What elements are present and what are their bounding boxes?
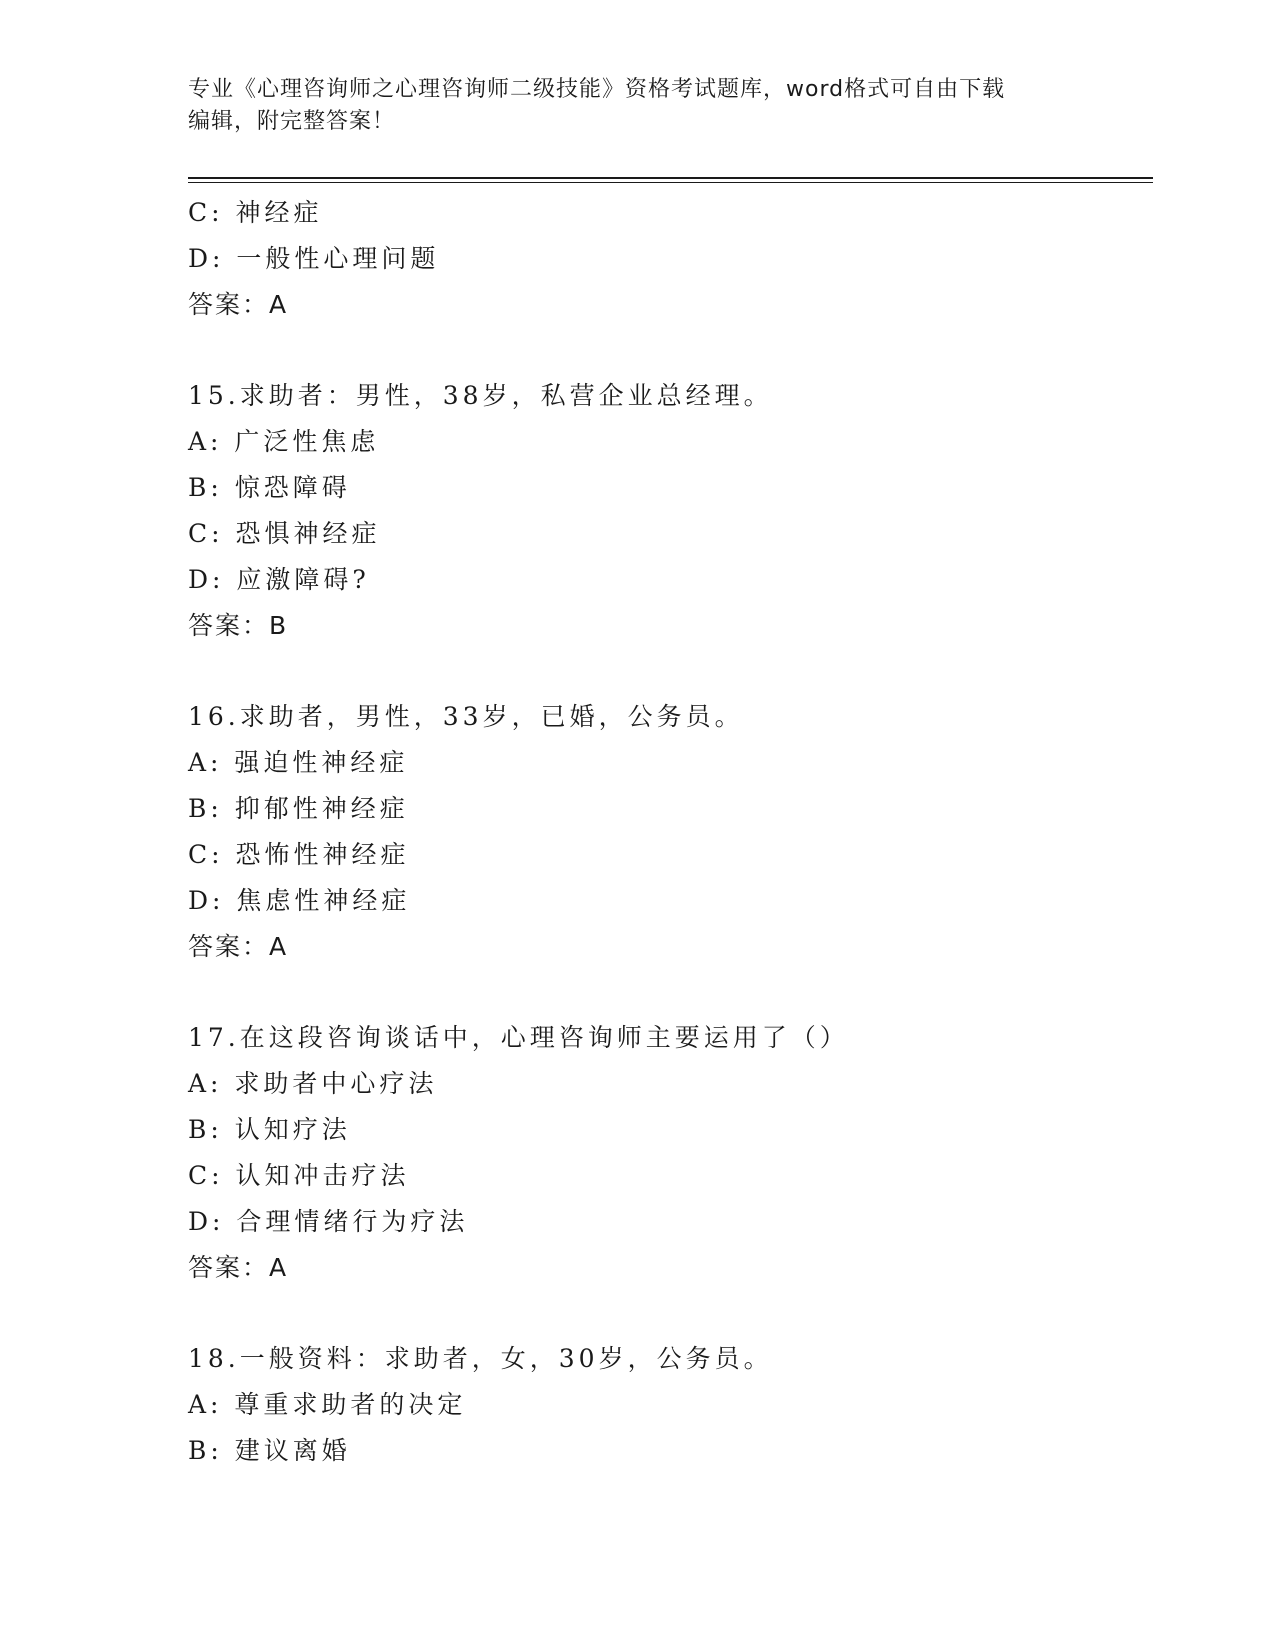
option-b: B: 抑郁性神经症 [188, 794, 409, 823]
answer: 答案：A [188, 290, 289, 319]
question-14-fragment [188, 190, 1148, 328]
header-line-2: 编辑，附完整答案！ [188, 109, 396, 134]
option-c: C: 认知冲击疗法 [188, 1161, 410, 1190]
spacer [188, 970, 1148, 1015]
question-16 [188, 694, 1148, 970]
question-15 [188, 373, 1148, 649]
option-c: C: 恐怖性神经症 [188, 840, 410, 869]
option-a: A: 求助者中心疗法 [188, 1069, 438, 1098]
option-d: D: 焦虑性神经症 [188, 886, 411, 915]
spacer [188, 328, 1148, 373]
answer: 答案：B [188, 611, 289, 640]
question-stem: 16.求助者，男性，33岁，已婚，公务员。 [188, 702, 744, 731]
question-stem: 17.在这段咨询谈话中，心理咨询师主要运用了（） [188, 1023, 849, 1052]
header-line-1: 专业《心理咨询师之心理咨询师二级技能》资格考试题库，word格式可自由下载 [188, 77, 1006, 102]
option-a: A: 广泛性焦虑 [188, 427, 380, 456]
question-stem: 15.求助者：男性，38岁，私营企业总经理。 [188, 381, 773, 410]
question-17 [188, 1015, 1148, 1291]
spacer [188, 1291, 1148, 1336]
option-d: D: 应激障碍? [188, 565, 370, 594]
option-a: A: 尊重求助者的决定 [188, 1390, 467, 1419]
header-rule-thick [188, 177, 1153, 179]
spacer [188, 649, 1148, 694]
option-c: C: 神经症 [188, 198, 323, 227]
header-rule-thin [188, 182, 1153, 183]
document-header [188, 74, 1088, 138]
question-stem: 18.一般资料：求助者，女，30岁，公务员。 [188, 1344, 773, 1373]
answer: 答案：A [188, 932, 289, 961]
question-18 [188, 1336, 1148, 1474]
option-b: B: 认知疗法 [188, 1115, 351, 1144]
option-d: D: 一般性心理问题 [188, 244, 440, 273]
option-b: B: 建议离婚 [188, 1436, 351, 1465]
question-list [188, 190, 1148, 1474]
option-b: B: 惊恐障碍 [188, 473, 351, 502]
option-c: C: 恐惧神经症 [188, 519, 381, 548]
answer: 答案：A [188, 1253, 289, 1282]
option-d: D: 合理情绪行为疗法 [188, 1207, 469, 1236]
option-a: A: 强迫性神经症 [188, 748, 409, 777]
